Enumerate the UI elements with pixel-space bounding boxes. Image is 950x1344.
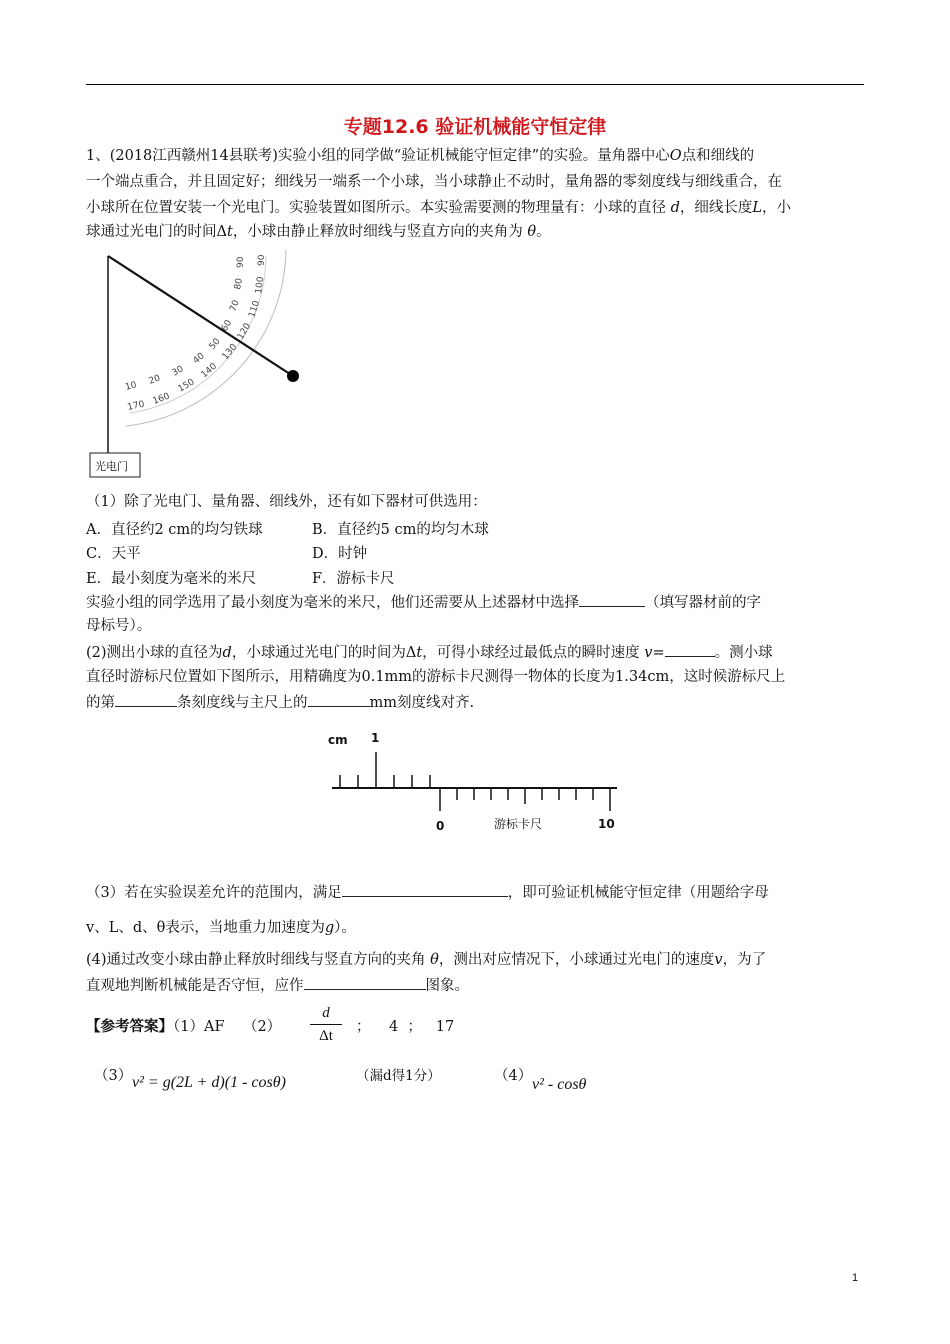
q4-line-2: 直观地判断机械能是否守恒，应作 图象。: [86, 975, 469, 996]
velocity-blank[interactable]: [665, 642, 715, 657]
photogate-label: 光电门: [95, 460, 128, 473]
q4-line-1: (4)通过改变小球由静止释放时细线与竖直方向的夹角 θ，测出对应情况下，小球通过光电门的速度v，为了: [86, 952, 767, 968]
option-b: B．直径约5 cm的均匀木球: [312, 522, 489, 538]
q3-line-1: （3）若在实验误差允许的范围内，满足 ，即可验证机械能守恒定律（用题给字母: [86, 882, 769, 903]
vernier-label: 游标卡尺: [494, 817, 543, 831]
option-a: A．直径约2 cm的均匀铁球: [86, 522, 263, 538]
condition-blank[interactable]: [342, 882, 508, 897]
vernier-zero: 0: [436, 819, 445, 833]
scale-outer-100: 100: [254, 276, 267, 295]
scale-outer-110: 110: [247, 299, 263, 319]
answer-values: ； 4 ； 17: [356, 1019, 455, 1035]
scale-inner-50: 50: [207, 336, 223, 352]
main-scale-mm-blank[interactable]: [308, 692, 370, 707]
fraction-numerator: d: [310, 1002, 342, 1025]
q3-line-2: v、L、d、θ表示，当地重力加速度为g）。: [86, 920, 356, 936]
apparatus-figure: [86, 248, 306, 488]
page-number: 1: [852, 1272, 859, 1284]
intro-line-1: 1、(2018江西赣州14县联考)实验小组的同学做“验证机械能守恒定律”的实验。量角器中心O点和细线的: [86, 148, 755, 164]
scale-inner-20: 20: [147, 373, 162, 387]
scale-inner-80: 80: [233, 277, 245, 291]
option-c: C．天平: [86, 546, 141, 562]
scale-inner-70: 70: [228, 298, 242, 314]
answer-4-expression: v² - cosθ: [532, 1076, 587, 1093]
q1-answer-blank[interactable]: [579, 592, 645, 607]
scale-outer-120: 120: [235, 321, 254, 342]
scale-inner-30: 30: [170, 364, 186, 379]
fraction-denominator: Δt: [319, 1028, 333, 1044]
unit-cm: cm: [328, 733, 348, 747]
page-title: 专题12.6 验证机械能守恒定律: [343, 116, 607, 138]
vernier-ten: 10: [598, 817, 615, 831]
scale-inner-90: 90: [236, 256, 246, 268]
option-f: F．游标卡尺: [312, 571, 395, 587]
scale-inner-60: 60: [219, 318, 235, 334]
answer-3-note: （漏d得1分）: [356, 1068, 441, 1084]
graph-blank[interactable]: [304, 975, 426, 990]
intro-line-2: 一个端点重合，并且固定好；细线另一端系一个小球，当小球静止不动时，量角器的零刻度线与细线重合，在: [86, 174, 782, 190]
scale-outer-140: 140: [199, 361, 220, 381]
scale-inner-40: 40: [191, 351, 207, 367]
answer-line-1: 【参考答案】（1）AF （2）: [86, 1018, 282, 1035]
q2-line-1: (2)测出小球的直径为d，小球通过光电门的时间为Δt，可得小球经过最低点的瞬时速度 v= 。测小球: [86, 642, 773, 663]
main-mark-1: 1: [371, 731, 380, 745]
answer-3-equation: v² = g(2L + d)(1 - cosθ): [132, 1074, 286, 1091]
scale-outer-130: 130: [220, 342, 240, 362]
vernier-figure: [322, 728, 632, 836]
scale-outer-160: 160: [151, 391, 172, 407]
header-rule: [86, 84, 864, 85]
intro-line-3: 小球所在位置安装一个光电门。实验装置如图所示。本实验需要测的物理量有：小球的直径 d，细线长度L，小: [86, 200, 792, 216]
scale-outer-90: 90: [257, 254, 267, 266]
answer-fraction: [310, 1002, 342, 1047]
scale-outer-170: 170: [126, 399, 146, 413]
scale-inner-10: 10: [124, 380, 138, 393]
q1-lead: （1）除了光电门、量角器、细线外，还有如下器材可供选用：: [86, 494, 487, 510]
q2-line-2: 直径时游标尺位置如下图所示，用精确度为0.1mm的游标卡尺测得一物体的长度为1.34cm，这时候游标尺上: [86, 669, 786, 685]
answer-4-label: （4）: [494, 1068, 533, 1084]
option-e: E．最小刻度为毫米的米尺: [86, 571, 257, 587]
scale-outer-150: 150: [176, 377, 197, 395]
q2-line-3: 的第 条刻度线与主尺上的 mm刻度线对齐.: [86, 692, 474, 713]
option-d: D．时钟: [312, 546, 368, 562]
intro-line-4: 球通过光电门的时间Δt，小球由静止释放时细线与竖直方向的夹角为 θ。: [86, 224, 551, 240]
answer-label: 【参考答案】: [86, 1018, 173, 1035]
q1-line-1: 实验小组的同学选用了最小刻度为毫米的米尺，他们还需要从上述器材中选择 （填写器材前的字: [86, 592, 761, 613]
q1-line-2: 母标号）。: [86, 618, 152, 634]
vernier-line-blank[interactable]: [115, 692, 177, 707]
answer-3-label: （3）: [94, 1068, 133, 1084]
